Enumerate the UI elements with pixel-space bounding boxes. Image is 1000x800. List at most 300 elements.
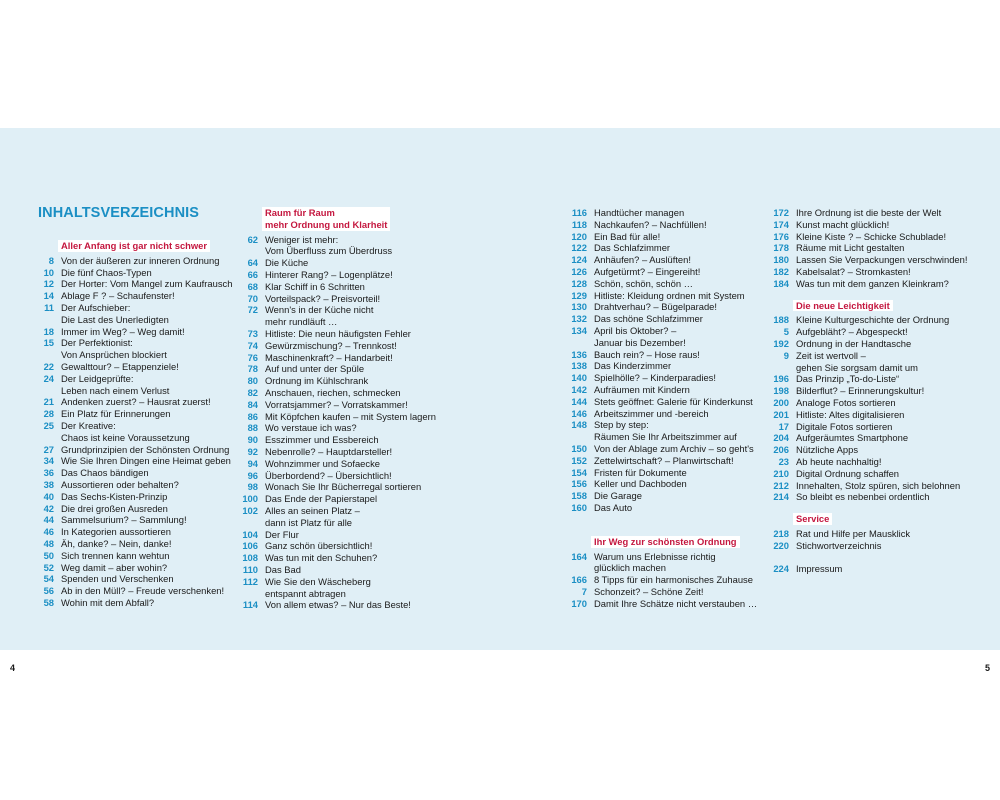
toc-entry[interactable] bbox=[565, 219, 757, 231]
toc-entry[interactable] bbox=[38, 290, 232, 302]
toc-page-number: 112 bbox=[242, 575, 258, 587]
toc-entry[interactable] bbox=[565, 490, 757, 502]
toc-entry-title: Kleine Kiste ? – Schicke Schublade! bbox=[796, 230, 947, 242]
toc-entry[interactable] bbox=[236, 399, 436, 411]
toc-entry[interactable] bbox=[236, 599, 436, 611]
toc-entry-title: Hitliste: Altes digitalisieren bbox=[796, 408, 905, 420]
toc-entry-title: Wie Sie Ihren Dingen eine Heimat geben bbox=[61, 455, 231, 467]
toc-entry-title: Hitliste: Die neun häufigsten Fehler bbox=[265, 327, 411, 339]
toc-entry[interactable] bbox=[38, 408, 232, 420]
toc-page-number: 17 bbox=[778, 420, 789, 432]
toc-entry-title: Sich trennen kann wehtun bbox=[61, 549, 170, 561]
toc-entry-title: Esszimmer und Essbereich bbox=[265, 434, 379, 446]
section-header bbox=[565, 536, 757, 548]
section-header-label: Aller Anfang ist gar nicht schwer bbox=[58, 240, 210, 252]
toc-entry[interactable] bbox=[236, 328, 436, 340]
toc-entry[interactable] bbox=[767, 444, 967, 456]
toc-page-number: 214 bbox=[773, 491, 789, 503]
toc-page-number: 218 bbox=[773, 527, 789, 539]
toc-entry[interactable] bbox=[38, 467, 232, 479]
toc-entry-title: 8 Tipps für ein harmonisches Zuhause bbox=[594, 574, 753, 586]
toc-page-number: 84 bbox=[247, 398, 258, 410]
toc-entry-title: Ordnung im Kühlschrank bbox=[265, 375, 369, 387]
toc-page-number: 142 bbox=[571, 383, 587, 395]
toc-entry[interactable] bbox=[565, 455, 757, 467]
toc-entry[interactable] bbox=[767, 207, 967, 219]
toc-page-number: 80 bbox=[247, 375, 258, 387]
toc-entry-title: Die fünf Chaos-Typen bbox=[61, 266, 152, 278]
toc-page-number: 220 bbox=[773, 539, 789, 551]
toc-page-number: 42 bbox=[43, 502, 54, 514]
toc-page-number: 18 bbox=[43, 325, 54, 337]
toc-page-number: 9 bbox=[783, 349, 789, 361]
section-header-label: Die neue Leichtigkeit bbox=[793, 300, 893, 312]
toc-entry[interactable] bbox=[236, 293, 436, 305]
toc-entry[interactable] bbox=[38, 444, 232, 456]
toc-entry-title: Anschauen, riechen, schmecken bbox=[265, 386, 401, 398]
toc-page-number: 15 bbox=[43, 337, 54, 349]
toc-page-number: 54 bbox=[43, 573, 54, 585]
toc-entry[interactable] bbox=[565, 349, 757, 361]
toc-page-number: 188 bbox=[773, 314, 789, 326]
toc-entry-title: Das Schlafzimmer bbox=[594, 242, 671, 254]
toc-entry-title: Ablage F ? – Schaufenster! bbox=[61, 290, 175, 302]
toc-entry-title: Was tun mit den Schuhen? bbox=[265, 552, 378, 564]
toc-page-number: 46 bbox=[43, 526, 54, 538]
toc-entry[interactable] bbox=[565, 242, 757, 254]
toc-page-number: 92 bbox=[247, 445, 258, 457]
toc-entry-title: Schön, schön, schön … bbox=[594, 277, 694, 289]
toc-entry[interactable] bbox=[38, 503, 232, 515]
toc-page-number: 174 bbox=[773, 218, 789, 230]
toc-page-number: 152 bbox=[571, 454, 587, 466]
toc-entry-title: Schonzeit? – Schöne Zeit! bbox=[594, 585, 704, 597]
toc-entry-title: Der Horter: Vom Mangel zum Kaufrausch bbox=[61, 278, 233, 290]
toc-page-number: 22 bbox=[43, 360, 54, 372]
toc-page-number: 40 bbox=[43, 490, 54, 502]
toc-page-number: 56 bbox=[43, 585, 54, 597]
toc-entry-title: Weniger ist mehr: Vom Überfluss zum Überdruss bbox=[265, 233, 393, 257]
toc-entry[interactable] bbox=[565, 360, 757, 372]
toc-entry[interactable] bbox=[236, 458, 436, 470]
toc-entry-title: Mit Köpfchen kaufen – mit System lagern bbox=[265, 410, 436, 422]
toc-entry[interactable] bbox=[236, 470, 436, 482]
toc-page-number: 102 bbox=[242, 504, 258, 516]
toc-page-number: 23 bbox=[778, 455, 789, 467]
toc-entry-title: Step by step: Räumen Sie Ihr Arbeitszimmer auf bbox=[594, 419, 737, 443]
toc-page-number: 100 bbox=[242, 493, 258, 505]
toc-entry[interactable] bbox=[767, 421, 967, 433]
toc-entry[interactable] bbox=[236, 481, 436, 493]
toc-entry-title: Der Kreative: Chaos ist keine Voraussetzung bbox=[61, 419, 190, 443]
toc-entry-title: Zettelwirtschaft? – Planwirtschaft! bbox=[594, 454, 734, 466]
toc-page-number: 36 bbox=[43, 467, 54, 479]
toc-entry-title: Die Küche bbox=[265, 257, 309, 269]
toc-entry-title: Kabelsalat? – Stromkasten! bbox=[796, 265, 911, 277]
spacer bbox=[767, 552, 967, 564]
toc-page-number: 44 bbox=[43, 514, 54, 526]
toc-page-number: 62 bbox=[247, 233, 258, 245]
toc-entry[interactable] bbox=[38, 326, 232, 338]
toc-page-number: 154 bbox=[571, 466, 587, 478]
toc-entry[interactable] bbox=[236, 552, 436, 564]
toc-entry[interactable] bbox=[767, 397, 967, 409]
toc-entry-title: Gewalttour? – Etappenziele! bbox=[61, 360, 179, 372]
toc-entry-title: Ein Platz für Erinnerungen bbox=[61, 408, 171, 420]
toc-page-number: 106 bbox=[242, 540, 258, 552]
toc-page-number: 146 bbox=[571, 407, 587, 419]
toc-page-number: 140 bbox=[571, 372, 587, 384]
toc-entry-title: Aufgeräumtes Smartphone bbox=[796, 432, 909, 444]
toc-entry[interactable] bbox=[565, 372, 757, 384]
toc-entry-title: Aufgebläht? – Abgespeckt! bbox=[796, 326, 908, 338]
toc-page-number: 196 bbox=[773, 373, 789, 385]
toc-page-number: 134 bbox=[571, 324, 587, 336]
toc-entry[interactable] bbox=[236, 281, 436, 293]
toc-entry[interactable] bbox=[565, 598, 757, 610]
toc-page-number: 73 bbox=[247, 327, 258, 339]
toc-entry[interactable] bbox=[236, 340, 436, 352]
toc-entry-title: Analoge Fotos sortieren bbox=[796, 396, 896, 408]
toc-page-number: 94 bbox=[247, 457, 258, 469]
toc-entry-title: Das Chaos bändigen bbox=[61, 467, 149, 479]
toc-page-number: 116 bbox=[571, 207, 587, 218]
toc-page-number: 166 bbox=[571, 574, 587, 586]
toc-page-number: 198 bbox=[773, 385, 789, 397]
toc-entry[interactable] bbox=[236, 352, 436, 364]
toc-entry[interactable] bbox=[565, 551, 757, 575]
toc-page-number: 27 bbox=[43, 443, 54, 455]
toc-entry[interactable] bbox=[767, 468, 967, 480]
toc-entry[interactable] bbox=[236, 411, 436, 423]
toc-entry[interactable] bbox=[767, 242, 967, 254]
toc-entry[interactable] bbox=[38, 267, 232, 279]
toc-page-number: 10 bbox=[43, 266, 54, 278]
toc-page-number: 108 bbox=[242, 552, 258, 564]
toc-entry-title: Immer im Weg? – Weg damit! bbox=[61, 325, 185, 337]
toc-page-number: 78 bbox=[247, 363, 258, 375]
toc-entry[interactable] bbox=[767, 432, 967, 444]
toc-entry[interactable] bbox=[236, 493, 436, 505]
toc-page-number: 25 bbox=[43, 419, 54, 431]
toc-entry[interactable] bbox=[38, 337, 232, 361]
toc-page-number: 156 bbox=[571, 478, 587, 490]
toc-entry[interactable] bbox=[38, 479, 232, 491]
toc-entry-title: Kunst macht glücklich! bbox=[796, 218, 890, 230]
toc-entry[interactable] bbox=[236, 434, 436, 446]
toc-entry-title: Ihre Ordnung ist die beste der Welt bbox=[796, 207, 942, 218]
toc-entry[interactable] bbox=[565, 231, 757, 243]
toc-entry-title: Nützliche Apps bbox=[796, 444, 859, 456]
toc-entry[interactable] bbox=[38, 514, 232, 526]
toc-entry-title: Arbeitszimmer und -bereich bbox=[594, 407, 709, 419]
toc-entry[interactable] bbox=[767, 528, 967, 540]
toc-entry[interactable] bbox=[236, 576, 436, 600]
toc-entry-title: Das Kinderzimmer bbox=[594, 360, 672, 372]
toc-page-number: 50 bbox=[43, 549, 54, 561]
toc-entry[interactable] bbox=[767, 540, 967, 552]
toc-entry-title: Damit Ihre Schätze nicht verstauben … bbox=[594, 597, 758, 609]
toc-entry-title: So bleibt es nebenbei ordentlich bbox=[796, 491, 930, 503]
toc-entry-title: Wonach Sie Ihr Bücherregal sortieren bbox=[265, 481, 422, 493]
toc-entry[interactable] bbox=[236, 540, 436, 552]
toc-entry[interactable] bbox=[236, 375, 436, 387]
section-header bbox=[767, 513, 967, 525]
toc-entry[interactable] bbox=[38, 361, 232, 373]
toc-entry[interactable] bbox=[767, 278, 967, 290]
toc-entry[interactable] bbox=[767, 254, 967, 266]
toc-page-number: 150 bbox=[571, 442, 587, 454]
toc-entry-title: Auf und unter der Spüle bbox=[265, 363, 365, 375]
toc-entry-title: Hinterer Rang? – Logenplätze! bbox=[265, 268, 393, 280]
toc-entry[interactable] bbox=[236, 422, 436, 434]
toc-entry[interactable] bbox=[38, 396, 232, 408]
section-header bbox=[767, 300, 967, 312]
toc-entry-title: Alles an seinen Platz – dann ist Platz für alle bbox=[265, 504, 360, 528]
toc-entry[interactable] bbox=[767, 266, 967, 278]
toc-entry[interactable] bbox=[565, 502, 757, 514]
toc-entry[interactable] bbox=[38, 278, 232, 290]
toc-page-number: 74 bbox=[247, 339, 258, 351]
toc-entry-title: Wenn's in der Küche nicht mehr rundläuft … bbox=[265, 304, 374, 328]
toc-entry[interactable] bbox=[767, 219, 967, 231]
toc-page-number: 130 bbox=[571, 301, 587, 313]
toc-entry-title: Das Sechs-Kisten-Prinzip bbox=[61, 490, 168, 502]
toc-entry-title: Andenken zuerst? – Hausrat zuerst! bbox=[61, 396, 211, 408]
toc-page-number: 11 bbox=[44, 301, 54, 313]
section-header-indent bbox=[767, 513, 793, 525]
toc-entry-title: Lassen Sie Verpackungen verschwinden! bbox=[796, 254, 968, 266]
toc-entry-title: Stets geöffnet: Galerie für Kinderkunst bbox=[594, 395, 753, 407]
toc-entry-title: Das Auto bbox=[594, 501, 633, 513]
toc-entry[interactable] bbox=[565, 290, 757, 302]
toc-entry-title: Aufräumen mit Kindern bbox=[594, 383, 690, 395]
page-title: INHALTSVERZEICHNIS bbox=[38, 205, 200, 221]
toc-entry[interactable] bbox=[767, 480, 967, 492]
toc-entry[interactable] bbox=[767, 314, 967, 326]
toc-page-number: 128 bbox=[571, 277, 587, 289]
toc-entry-title: Anhäufen? – Auslüften! bbox=[594, 254, 691, 266]
toc-entry-title: Grundprinzipien der Schönsten Ordnung bbox=[61, 443, 230, 455]
toc-entry[interactable] bbox=[565, 443, 757, 455]
toc-entry[interactable] bbox=[38, 302, 232, 326]
toc-entry-title: Von der Ablage zum Archiv – so geht's bbox=[594, 442, 754, 454]
toc-entry-title: Von der äußeren zur inneren Ordnung bbox=[61, 254, 220, 266]
toc-entry-title: Der Aufschieber: Die Last des Unerledigten bbox=[61, 301, 169, 325]
toc-entry[interactable] bbox=[767, 231, 967, 243]
toc-entry[interactable] bbox=[565, 384, 757, 396]
page-number-left: 4 bbox=[10, 663, 16, 673]
toc-page-number: 201 bbox=[773, 408, 789, 420]
section-header-indent bbox=[38, 240, 58, 252]
toc-entry-title: Klar Schiff in 6 Schritten bbox=[265, 280, 365, 292]
toc-page-number: 88 bbox=[247, 422, 258, 434]
toc-entry[interactable] bbox=[38, 455, 232, 467]
toc-page-number: 212 bbox=[773, 479, 789, 491]
toc-column-1 bbox=[38, 240, 232, 609]
toc-entry-title: Aufgetürmt? – Eingereiht! bbox=[594, 265, 701, 277]
toc-entry[interactable] bbox=[236, 387, 436, 399]
section-header-indent bbox=[565, 536, 591, 548]
toc-entry-title: Digital Ordnung schaffen bbox=[796, 467, 900, 479]
toc-entry-title: Rat und Hilfe per Mausklick bbox=[796, 527, 911, 539]
toc-entry-title: Stichwortverzeichnis bbox=[796, 539, 882, 551]
toc-entry[interactable] bbox=[236, 269, 436, 281]
toc-entry[interactable] bbox=[767, 491, 967, 503]
toc-entry[interactable] bbox=[767, 385, 967, 397]
toc-entry[interactable] bbox=[38, 420, 232, 444]
toc-entry-title: Spielhölle? – Kinderparadies! bbox=[594, 372, 716, 384]
toc-page-number: 34 bbox=[43, 455, 54, 467]
toc-page-number: 104 bbox=[242, 528, 258, 540]
toc-page-number: 66 bbox=[247, 268, 258, 280]
toc-entry[interactable] bbox=[767, 456, 967, 468]
toc-page-number: 76 bbox=[247, 351, 258, 363]
toc-page-number: 192 bbox=[773, 337, 789, 349]
toc-entry[interactable] bbox=[38, 526, 232, 538]
toc-page-number: 138 bbox=[571, 360, 587, 372]
toc-page-number: 72 bbox=[247, 304, 258, 316]
toc-entry[interactable] bbox=[565, 408, 757, 420]
toc-entry[interactable] bbox=[565, 313, 757, 325]
toc-entry[interactable] bbox=[236, 564, 436, 576]
toc-page-number: 86 bbox=[247, 410, 258, 422]
toc-page-number: 136 bbox=[571, 348, 587, 360]
toc-entry-title: Ganz schön übersichtlich! bbox=[265, 540, 373, 552]
toc-entry[interactable] bbox=[38, 491, 232, 503]
toc-entry-title: Der Perfektionist: Von Ansprüchen blockiert bbox=[61, 337, 167, 361]
toc-entry[interactable] bbox=[236, 257, 436, 269]
toc-entry[interactable] bbox=[38, 255, 232, 267]
toc-entry-title: April bis Oktober? – Januar bis Dezember! bbox=[594, 324, 686, 348]
toc-entry[interactable] bbox=[38, 573, 232, 585]
toc-page-number: 176 bbox=[773, 230, 789, 242]
toc-entry[interactable] bbox=[767, 350, 967, 374]
toc-page-number: 126 bbox=[571, 265, 587, 277]
toc-entry-title: Innehalten, Stolz spüren, sich belohnen bbox=[796, 479, 961, 491]
toc-page-number: 184 bbox=[773, 277, 789, 289]
toc-entry-title: Wohin mit dem Abfall? bbox=[61, 596, 155, 608]
toc-page-number: 96 bbox=[247, 469, 258, 481]
toc-entry-title: Keller und Dachboden bbox=[594, 478, 687, 490]
toc-page-number: 7 bbox=[581, 585, 587, 597]
toc-page-number: 90 bbox=[247, 434, 258, 446]
toc-entry-title: Gewürzmischung? – Trennkost! bbox=[265, 339, 397, 351]
toc-entry[interactable] bbox=[565, 325, 757, 349]
toc-entry-title: Vorteilspack? – Preisvorteil! bbox=[265, 292, 381, 304]
toc-entry-title: Impressum bbox=[796, 563, 843, 575]
toc-page-number: 64 bbox=[247, 257, 258, 269]
section-header-label: Raum für Raum mehr Ordnung und Klarheit bbox=[262, 207, 390, 231]
toc-entry[interactable] bbox=[38, 373, 232, 397]
toc-entry[interactable] bbox=[767, 563, 967, 575]
toc-entry[interactable] bbox=[38, 562, 232, 574]
toc-entry[interactable] bbox=[565, 396, 757, 408]
toc-page-number: 164 bbox=[571, 550, 587, 562]
toc-entry-title: Wo verstaue ich was? bbox=[265, 422, 357, 434]
toc-page-number: 124 bbox=[571, 254, 587, 266]
toc-entry[interactable] bbox=[767, 338, 967, 350]
toc-entry[interactable] bbox=[565, 254, 757, 266]
toc-entry-title: Bauch rein? – Hose raus! bbox=[594, 348, 700, 360]
toc-entry[interactable] bbox=[565, 574, 757, 586]
toc-page-number: 14 bbox=[43, 290, 54, 302]
toc-entry[interactable] bbox=[236, 304, 436, 328]
toc-entry-title: Räume mit Licht gestalten bbox=[796, 242, 905, 254]
section-header bbox=[236, 207, 436, 231]
toc-entry-title: Ab heute nachhaltig! bbox=[796, 455, 882, 467]
toc-entry[interactable] bbox=[565, 301, 757, 313]
toc-entry[interactable] bbox=[236, 363, 436, 375]
toc-entry-title: Weg damit – aber wohin? bbox=[61, 561, 168, 573]
toc-entry[interactable] bbox=[565, 467, 757, 479]
toc-entry[interactable] bbox=[236, 529, 436, 541]
toc-entry-title: Nebenrolle? – Hauptdarsteller! bbox=[265, 445, 393, 457]
toc-page-number: 182 bbox=[773, 265, 789, 277]
toc-page-number: 204 bbox=[773, 432, 789, 444]
toc-entry-title: Sammelsurium? – Sammlung! bbox=[61, 514, 187, 526]
toc-page-number: 98 bbox=[247, 481, 258, 493]
toc-entry[interactable] bbox=[38, 550, 232, 562]
toc-entry[interactable] bbox=[38, 585, 232, 597]
toc-page-number: 122 bbox=[571, 242, 587, 254]
toc-page-number: 24 bbox=[43, 372, 54, 384]
toc-page-number: 158 bbox=[571, 490, 587, 502]
toc-entry-title: Die drei großen Ausreden bbox=[61, 502, 168, 514]
toc-entry-title: Wie Sie den Wäscheberg entspannt abtragen bbox=[265, 575, 371, 599]
toc-entry-title: Warum uns Erlebnisse richtig glücklich machen bbox=[594, 550, 716, 574]
toc-entry-title: Aussortieren oder behalten? bbox=[61, 478, 179, 490]
toc-entry-title: Maschinenkraft? – Handarbeit! bbox=[265, 351, 393, 363]
toc-entry[interactable] bbox=[565, 419, 757, 443]
toc-column-2 bbox=[236, 207, 436, 611]
section-header-indent bbox=[767, 300, 793, 312]
toc-entry-title: Kleine Kulturgeschichte der Ordnung bbox=[796, 314, 950, 326]
toc-entry[interactable] bbox=[767, 373, 967, 385]
toc-entry-title: Das Prinzip „To-do-Liste“ bbox=[796, 373, 900, 385]
section-header-indent bbox=[236, 207, 262, 231]
toc-page-number: 178 bbox=[773, 242, 789, 254]
toc-entry-title: Ein Bad für alle! bbox=[594, 230, 661, 242]
toc-entry[interactable] bbox=[767, 409, 967, 421]
toc-page-number: 38 bbox=[43, 478, 54, 490]
toc-entry[interactable] bbox=[236, 234, 436, 258]
toc-entry-title: In Kategorien aussortieren bbox=[61, 526, 171, 538]
toc-entry[interactable] bbox=[767, 326, 967, 338]
toc-entry[interactable] bbox=[38, 597, 232, 609]
toc-entry-title: Von allem etwas? – Nur das Beste! bbox=[265, 599, 411, 611]
toc-entry[interactable] bbox=[565, 266, 757, 278]
toc-entry[interactable] bbox=[236, 505, 436, 529]
toc-entry-title: Überbordend? – Übersichtlich! bbox=[265, 469, 392, 481]
toc-entry[interactable] bbox=[236, 446, 436, 458]
toc-page-number: 144 bbox=[571, 395, 587, 407]
toc-page-number: 170 bbox=[571, 597, 587, 609]
toc-entry[interactable] bbox=[565, 586, 757, 598]
toc-page-number: 132 bbox=[571, 313, 587, 325]
toc-entry-title: Hitliste: Kleidung ordnen mit System bbox=[594, 289, 745, 301]
toc-entry[interactable] bbox=[38, 538, 232, 550]
toc-entry-title: Das schöne Schlafzimmer bbox=[594, 313, 703, 325]
toc-entry-title: Zeit ist wertvoll – gehen Sie sorgsam damit um bbox=[796, 349, 918, 373]
toc-entry-title: Nachkaufen? – Nachfüllen! bbox=[594, 218, 707, 230]
toc-entry-title: Der Leidgeprüfte: Leben nach einem Verlust bbox=[61, 372, 170, 396]
toc-entry[interactable] bbox=[565, 207, 757, 219]
toc-entry[interactable] bbox=[565, 278, 757, 290]
toc-entry-title: Der Flur bbox=[265, 528, 299, 540]
toc-page-number: 28 bbox=[43, 408, 54, 420]
toc-entry[interactable] bbox=[565, 478, 757, 490]
